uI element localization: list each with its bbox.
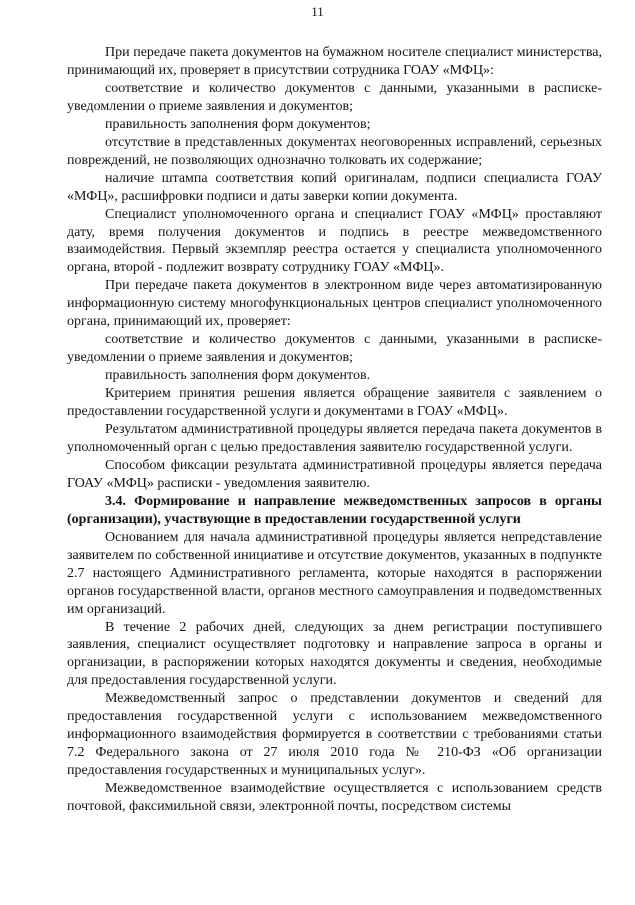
paragraph: В течение 2 рабочих дней, следующих за днем регистрации поступившего заявления, специалист осуществляет подготовку и направление запроса в органы и организации, в распоряжении которых находятся документы и сведения, необходимые для предоставления государственной услуги. (67, 619, 602, 689)
paragraph: Способом фиксации результата административной процедуры является передача ГОАУ «МФЦ» расписки - уведомления заявителю. (67, 457, 602, 491)
paragraph: соответствие и количество документов с данными, указанными в расписке-уведомлении о приеме заявления и документов; (67, 80, 602, 114)
section-heading: 3.4. Формирование и направление межведомственных запросов в органы (организации), участвующие в предоставлении государственной услуги (67, 493, 602, 527)
paragraph: Критерием принятия решения является обращение заявителя с заявлением о предоставлении государственной услуги и документами в ГОАУ «МФЦ». (67, 386, 602, 420)
paragraph: наличие штампа соответствия копий оригиналам, подписи специалиста ГОАУ «МФЦ», расшифровки подписи и даты заверки копии документа. (67, 170, 602, 204)
paragraph: Межведомственное взаимодействие осуществляется с использованием средств почтовой, факсимильной связи, электронной почты, посредством системы (67, 781, 602, 815)
paragraph: При передаче пакета документов на бумажном носителе специалист министерства, принимающий их, проверяет в присутствии сотрудника ГОАУ «МФЦ»: (67, 45, 602, 78)
paragraph: При передаче пакета документов в электронном виде через автоматизированную информационную систему многофункциональных центров специалист уполномоченного органа, принимающий их, проверяет: (67, 278, 602, 330)
paragraph: Основанием для начала административной процедуры является непредставление заявителем по собственной инициативе и отсутствие документов, указанных в подпункте 2.7 настоящего Административного регламента, которые находятся в распоряжении органов государственной власти, органов местного самоуправления и подведомственных им организаций. (67, 529, 602, 617)
paragraph: правильность заполнения форм документов. (105, 368, 371, 384)
paragraph: Межведомственный запрос о представлении документов и сведений для предоставления государственной услуги с использованием межведомственного информационного взаимодействия формируется в соответствии с требованиями статьи 7.2 Федерального закона от 27 июля 2010 года № 210-ФЗ «Об организации предоставления государственных и муниципальных услуг». (67, 691, 602, 779)
paragraph: Специалист уполномоченного органа и специалист ГОАУ «МФЦ» проставляют дату, время получения документов и подпись в реестре межведомственного взаимодействия. Первый экземпляр реестра остается у специалиста уполномоченного органа, второй - подлежит возврату сотруднику ГОАУ «МФЦ». (67, 206, 602, 276)
paragraph: соответствие и количество документов с данными, указанными в расписке-уведомлении о приеме заявления и документов; (67, 332, 602, 366)
paragraph: Результатом административной процедуры является передача пакета документов в уполномоченный орган с целью предоставления заявителю государственной услуги. (67, 422, 602, 455)
paragraph: правильность заполнения форм документов; (105, 116, 371, 132)
page-number: 11 (311, 4, 324, 19)
paragraph: отсутствие в представленных документах неоговоренных исправлений, серьезных повреждений, не позволяющих однозначно толковать их содержание; (67, 134, 602, 168)
document-body (67, 44, 602, 816)
